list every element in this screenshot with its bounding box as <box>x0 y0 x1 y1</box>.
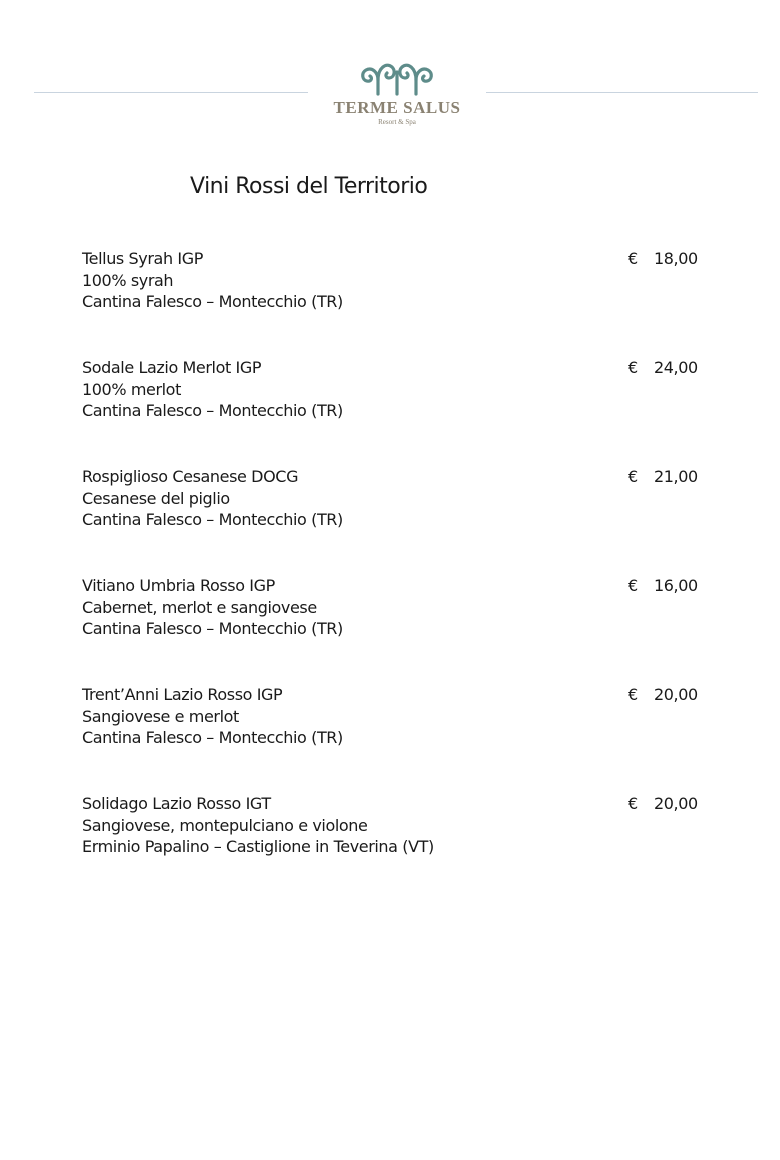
wine-grapes: 100% merlot <box>82 379 181 399</box>
logo-spiral-icon <box>358 58 436 96</box>
wine-grapes: Cabernet, merlot e sangiovese <box>82 597 317 617</box>
page-title: Vini Rossi del Territorio <box>190 174 428 199</box>
header <box>0 0 780 140</box>
wine-price <box>628 357 698 379</box>
wine-name: Solidago Lazio Rosso IGT <box>82 794 271 813</box>
currency-symbol: € <box>628 685 638 704</box>
wine-item <box>82 684 722 793</box>
logo <box>330 58 464 126</box>
currency-symbol: € <box>628 358 638 377</box>
wine-grapes: Cesanese del piglio <box>82 488 230 508</box>
price-value: 20,00 <box>654 794 698 813</box>
wine-producer: Erminio Papalino – Castiglione in Teverina (VT) <box>82 837 434 856</box>
wine-item <box>82 466 722 575</box>
wine-name: Trent’Anni Lazio Rosso IGP <box>82 685 283 704</box>
currency-symbol: € <box>628 576 638 595</box>
price-value: 18,00 <box>654 249 698 268</box>
currency-symbol: € <box>628 794 638 813</box>
wine-price <box>628 793 698 815</box>
header-rule-left <box>34 92 308 93</box>
wine-name: Tellus Syrah IGP <box>82 249 203 268</box>
currency-symbol: € <box>628 467 638 486</box>
wine-price <box>628 575 698 597</box>
wine-name: Rospiglioso Cesanese DOCG <box>82 467 299 486</box>
brand-name: TERME SALUS <box>333 98 461 117</box>
wine-item <box>82 575 722 684</box>
currency-symbol: € <box>628 249 638 268</box>
price-value: 16,00 <box>654 576 698 595</box>
price-value: 20,00 <box>654 685 698 704</box>
wine-producer: Cantina Falesco – Montecchio (TR) <box>82 619 343 638</box>
wine-item <box>82 357 722 466</box>
price-value: 21,00 <box>654 467 698 486</box>
wine-price <box>628 248 698 270</box>
wine-price <box>628 466 698 488</box>
wine-producer: Cantina Falesco – Montecchio (TR) <box>82 292 343 311</box>
header-rule-right <box>486 92 758 93</box>
wine-item <box>82 793 722 902</box>
wine-price <box>628 684 698 706</box>
price-value: 24,00 <box>654 358 698 377</box>
wine-producer: Cantina Falesco – Montecchio (TR) <box>82 510 343 529</box>
wine-item <box>82 248 722 357</box>
wine-grapes: 100% syrah <box>82 270 174 290</box>
wine-grapes: Sangiovese e merlot <box>82 706 239 726</box>
brand-tagline: Resort & Spa <box>378 118 416 126</box>
wine-name: Vitiano Umbria Rosso IGP <box>82 576 275 595</box>
wine-producer: Cantina Falesco – Montecchio (TR) <box>82 728 343 747</box>
wine-grapes: Sangiovese, montepulciano e violone <box>82 815 368 835</box>
wine-list <box>82 248 722 902</box>
wine-name: Sodale Lazio Merlot IGP <box>82 358 262 377</box>
wine-producer: Cantina Falesco – Montecchio (TR) <box>82 401 343 420</box>
